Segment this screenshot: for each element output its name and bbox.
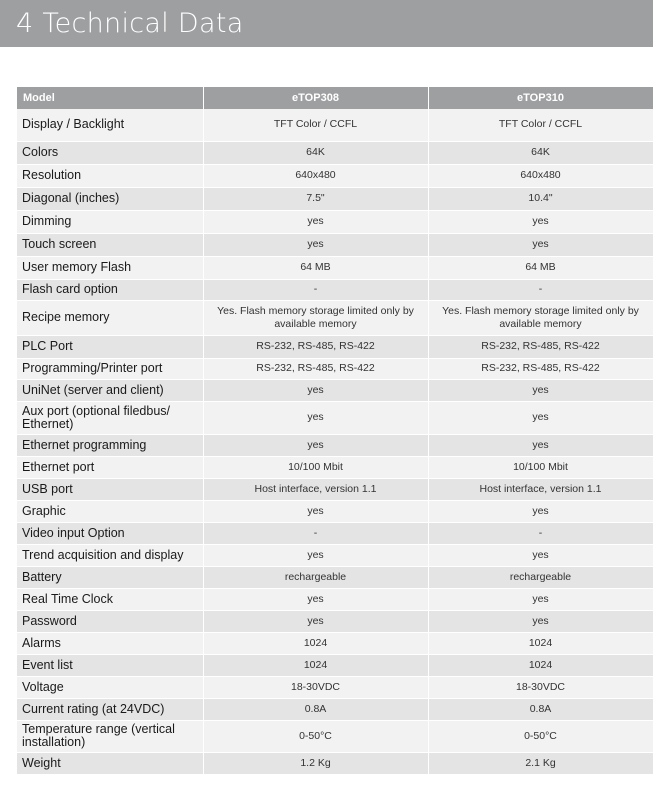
table-row xyxy=(17,566,653,588)
table-row xyxy=(17,522,653,544)
row-label: Colors xyxy=(17,141,203,164)
etop308-value: 1.2 Kg xyxy=(203,752,428,774)
table-row xyxy=(17,632,653,654)
etop308-value: yes xyxy=(203,610,428,632)
etop310-value: 64 MB xyxy=(428,256,653,279)
etop308-value: 18-30VDC xyxy=(203,676,428,698)
etop310-value: rechargeable xyxy=(428,566,653,588)
etop308-value: 64K xyxy=(203,141,428,164)
etop310-value: 64K xyxy=(428,141,653,164)
row-label: Programming/Printer port xyxy=(17,358,203,379)
etop308-value: 7.5" xyxy=(203,187,428,210)
table-row xyxy=(17,752,653,774)
table-row xyxy=(17,379,653,401)
row-label: Dimming xyxy=(17,210,203,233)
row-label: Video input Option xyxy=(17,522,203,544)
etop310-value: TFT Color / CCFL xyxy=(428,109,653,141)
column-header-etop310: eTOP310 xyxy=(428,87,653,109)
row-label: USB port xyxy=(17,478,203,500)
row-label: Event list xyxy=(17,654,203,676)
row-label: Ethernet programming xyxy=(17,434,203,456)
etop310-value: yes xyxy=(428,379,653,401)
table-row xyxy=(17,676,653,698)
etop310-value: yes xyxy=(428,210,653,233)
row-label: Recipe memory xyxy=(17,300,203,335)
etop308-value: yes xyxy=(203,233,428,256)
table-row xyxy=(17,300,653,335)
row-label: Resolution xyxy=(17,164,203,187)
row-label: Current rating (at 24VDC) xyxy=(17,698,203,720)
etop310-value: yes xyxy=(428,434,653,456)
etop310-value: - xyxy=(428,279,653,300)
table-body xyxy=(17,109,653,774)
etop310-value: yes xyxy=(428,610,653,632)
etop308-value: Yes. Flash memory storage limited only by available memory xyxy=(203,300,428,335)
etop308-value: yes xyxy=(203,401,428,434)
etop310-value: - xyxy=(428,522,653,544)
table-row xyxy=(17,109,653,141)
table-row xyxy=(17,588,653,610)
etop310-value: 10.4" xyxy=(428,187,653,210)
etop308-value: RS-232, RS-485, RS-422 xyxy=(203,335,428,358)
table-row xyxy=(17,279,653,300)
table-row xyxy=(17,210,653,233)
table-row xyxy=(17,456,653,478)
column-header-etop308: eTOP308 xyxy=(203,87,428,109)
table-row xyxy=(17,654,653,676)
table-row xyxy=(17,256,653,279)
etop310-value: Yes. Flash memory storage limited only by available memory xyxy=(428,300,653,335)
etop310-value: 1024 xyxy=(428,632,653,654)
etop308-value: yes xyxy=(203,500,428,522)
etop308-value: RS-232, RS-485, RS-422 xyxy=(203,358,428,379)
etop308-value: rechargeable xyxy=(203,566,428,588)
table-row xyxy=(17,434,653,456)
etop310-value: yes xyxy=(428,500,653,522)
etop310-value: RS-232, RS-485, RS-422 xyxy=(428,335,653,358)
table-row xyxy=(17,187,653,210)
table-row xyxy=(17,610,653,632)
etop308-value: 640x480 xyxy=(203,164,428,187)
etop308-value: yes xyxy=(203,210,428,233)
table-header-row xyxy=(17,87,653,109)
table-row xyxy=(17,544,653,566)
etop310-value: yes xyxy=(428,588,653,610)
row-label: Trend acquisition and display xyxy=(17,544,203,566)
row-label: User memory Flash xyxy=(17,256,203,279)
etop310-value: 18-30VDC xyxy=(428,676,653,698)
row-label: UniNet (server and client) xyxy=(17,379,203,401)
table-row xyxy=(17,358,653,379)
etop308-value: 1024 xyxy=(203,632,428,654)
etop308-value: 1024 xyxy=(203,654,428,676)
etop310-value: 10/100 Mbit xyxy=(428,456,653,478)
etop310-value: Host interface, version 1.1 xyxy=(428,478,653,500)
table-row xyxy=(17,500,653,522)
row-label: Diagonal (inches) xyxy=(17,187,203,210)
etop310-value: yes xyxy=(428,233,653,256)
table-row xyxy=(17,478,653,500)
etop310-value: 1024 xyxy=(428,654,653,676)
etop308-value: 64 MB xyxy=(203,256,428,279)
etop310-value: 0-50°C xyxy=(428,720,653,752)
etop310-value: RS-232, RS-485, RS-422 xyxy=(428,358,653,379)
row-label: Alarms xyxy=(17,632,203,654)
etop308-value: yes xyxy=(203,434,428,456)
etop308-value: yes xyxy=(203,379,428,401)
row-label: Aux port (optional filedbus/ Ethernet) xyxy=(17,401,203,434)
etop310-value: 2.1 Kg xyxy=(428,752,653,774)
etop308-value: 0-50°C xyxy=(203,720,428,752)
technical-data-table xyxy=(17,87,654,775)
column-header-model: Model xyxy=(17,87,203,109)
row-label: Touch screen xyxy=(17,233,203,256)
row-label: Flash card option xyxy=(17,279,203,300)
row-label: Display / Backlight xyxy=(17,109,203,141)
table-row xyxy=(17,698,653,720)
table-row xyxy=(17,720,653,752)
row-label: Temperature range (vertical installation) xyxy=(17,720,203,752)
row-label: Weight xyxy=(17,752,203,774)
row-label: Voltage xyxy=(17,676,203,698)
row-label: Graphic xyxy=(17,500,203,522)
row-label: Password xyxy=(17,610,203,632)
row-label: Ethernet port xyxy=(17,456,203,478)
etop308-value: 0.8A xyxy=(203,698,428,720)
table-row xyxy=(17,401,653,434)
etop310-value: yes xyxy=(428,401,653,434)
table-row xyxy=(17,233,653,256)
etop308-value: yes xyxy=(203,588,428,610)
table-row xyxy=(17,141,653,164)
etop310-value: 0.8A xyxy=(428,698,653,720)
table-row xyxy=(17,164,653,187)
etop308-value: TFT Color / CCFL xyxy=(203,109,428,141)
table-row xyxy=(17,335,653,358)
page-title: 4 Technical Data xyxy=(0,0,653,47)
etop308-value: 10/100 Mbit xyxy=(203,456,428,478)
etop310-value: yes xyxy=(428,544,653,566)
etop308-value: yes xyxy=(203,544,428,566)
row-label: Real Time Clock xyxy=(17,588,203,610)
etop308-value: - xyxy=(203,279,428,300)
etop308-value: - xyxy=(203,522,428,544)
etop310-value: 640x480 xyxy=(428,164,653,187)
etop308-value: Host interface, version 1.1 xyxy=(203,478,428,500)
row-label: PLC Port xyxy=(17,335,203,358)
row-label: Battery xyxy=(17,566,203,588)
